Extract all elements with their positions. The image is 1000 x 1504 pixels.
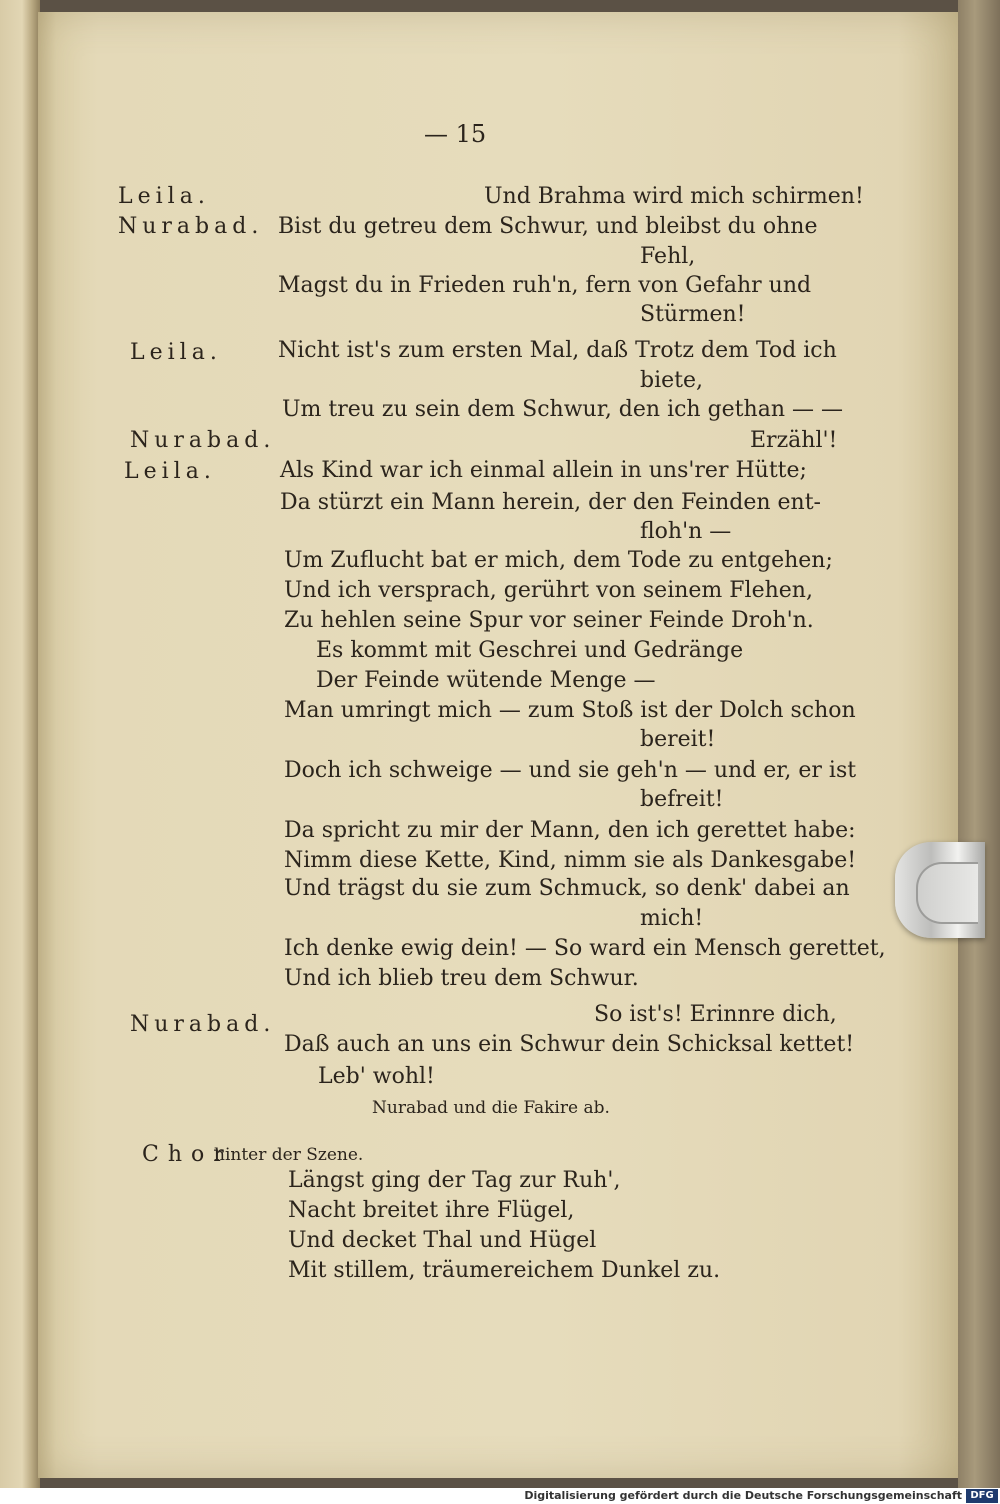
verse-line: Der Feinde wütende Menge —	[316, 668, 656, 693]
speaker-label: Leila.	[130, 340, 222, 365]
speaker-label: Nurabad.	[130, 428, 276, 453]
funding-credit: Digitalisierung gefördert durch die Deutsche Forschungsgemeinschaft	[524, 1489, 962, 1502]
verse-line: Längst ging der Tag zur Ruh',	[288, 1168, 621, 1193]
verse-line: Da spricht zu mir der Mann, den ich gerettet habe:	[284, 818, 856, 843]
verse-line: befreit!	[640, 787, 724, 812]
dfg-logo: DFG	[966, 1489, 998, 1503]
verse-line: Daß auch an uns ein Schwur dein Schicksal kettet!	[284, 1032, 855, 1057]
verse-line: Leb' wohl!	[318, 1064, 435, 1089]
verse-line: Mit stillem, träumereichem Dunkel zu.	[288, 1258, 721, 1283]
verse-line: Magst du in Frieden ruh'n, fern von Gefahr und	[278, 273, 812, 298]
book-binding	[0, 0, 40, 1488]
speaker-label: Chor	[142, 1142, 233, 1167]
verse-line: Da stürzt ein Mann herein, der den Feinden ent-	[280, 490, 821, 515]
page-number: — 15	[424, 120, 487, 148]
verse-line: Um treu zu sein dem Schwur, den ich gethan — —	[282, 397, 843, 422]
verse-line: Bist du getreu dem Schwur, und bleibst du ohne	[278, 214, 818, 239]
verse-line: Um Zuflucht bat er mich, dem Tode zu entgehen;	[284, 548, 833, 573]
verse-line: floh'n —	[640, 519, 732, 544]
verse-line: Und Brahma wird mich schirmen!	[484, 184, 864, 209]
verse-line: Nacht breitet ihre Flügel,	[288, 1198, 575, 1223]
speaker-label: Leila.	[118, 184, 210, 209]
verse-line: mich!	[640, 906, 704, 931]
verse-line: Und trägst du sie zum Schmuck, so denk' dabei an	[284, 876, 850, 901]
verse-line: Nicht ist's zum ersten Mal, daß Trotz dem Tod ich	[278, 338, 837, 363]
verse-line: Und ich versprach, gerührt von seinem Flehen,	[284, 578, 813, 603]
stage-direction: Nurabad und die Fakire ab.	[372, 1098, 610, 1118]
footer-bar	[0, 1488, 1000, 1504]
speaker-label: Nurabad.	[130, 1012, 276, 1037]
verse-line: Fehl,	[640, 244, 696, 269]
verse-line: Als Kind war ich einmal allein in uns'rer Hütte;	[280, 458, 807, 483]
page-edge	[958, 0, 1000, 1488]
verse-line: Nimm diese Kette, Kind, nimm sie als Dankesgabe!	[284, 848, 857, 873]
verse-line: Und ich blieb treu dem Schwur.	[284, 966, 639, 991]
verse-line: Doch ich schweige — und sie geh'n — und er, er ist	[284, 758, 857, 783]
speaker-label: Leila.	[124, 459, 216, 484]
verse-line: So ist's! Erinnre dich,	[594, 1002, 837, 1027]
verse-line: Stürmen!	[640, 302, 746, 327]
paper-clip-inner	[916, 862, 978, 924]
verse-line: Ich denke ewig dein! — So ward ein Mensch gerettet,	[284, 936, 886, 961]
speaker-label: Nurabad.	[118, 214, 264, 239]
verse-line: Erzähl'!	[750, 428, 838, 453]
verse-line: Und decket Thal und Hügel	[288, 1228, 597, 1253]
verse-line: Es kommt mit Geschrei und Gedränge	[316, 638, 744, 663]
stage-direction: hinter der Szene.	[214, 1145, 364, 1165]
verse-line: Zu hehlen seine Spur vor seiner Feinde Droh'n.	[284, 608, 814, 633]
verse-line: biete,	[640, 368, 703, 393]
verse-line: bereit!	[640, 727, 716, 752]
verse-line: Man umringt mich — zum Stoß ist der Dolch schon	[284, 698, 856, 723]
